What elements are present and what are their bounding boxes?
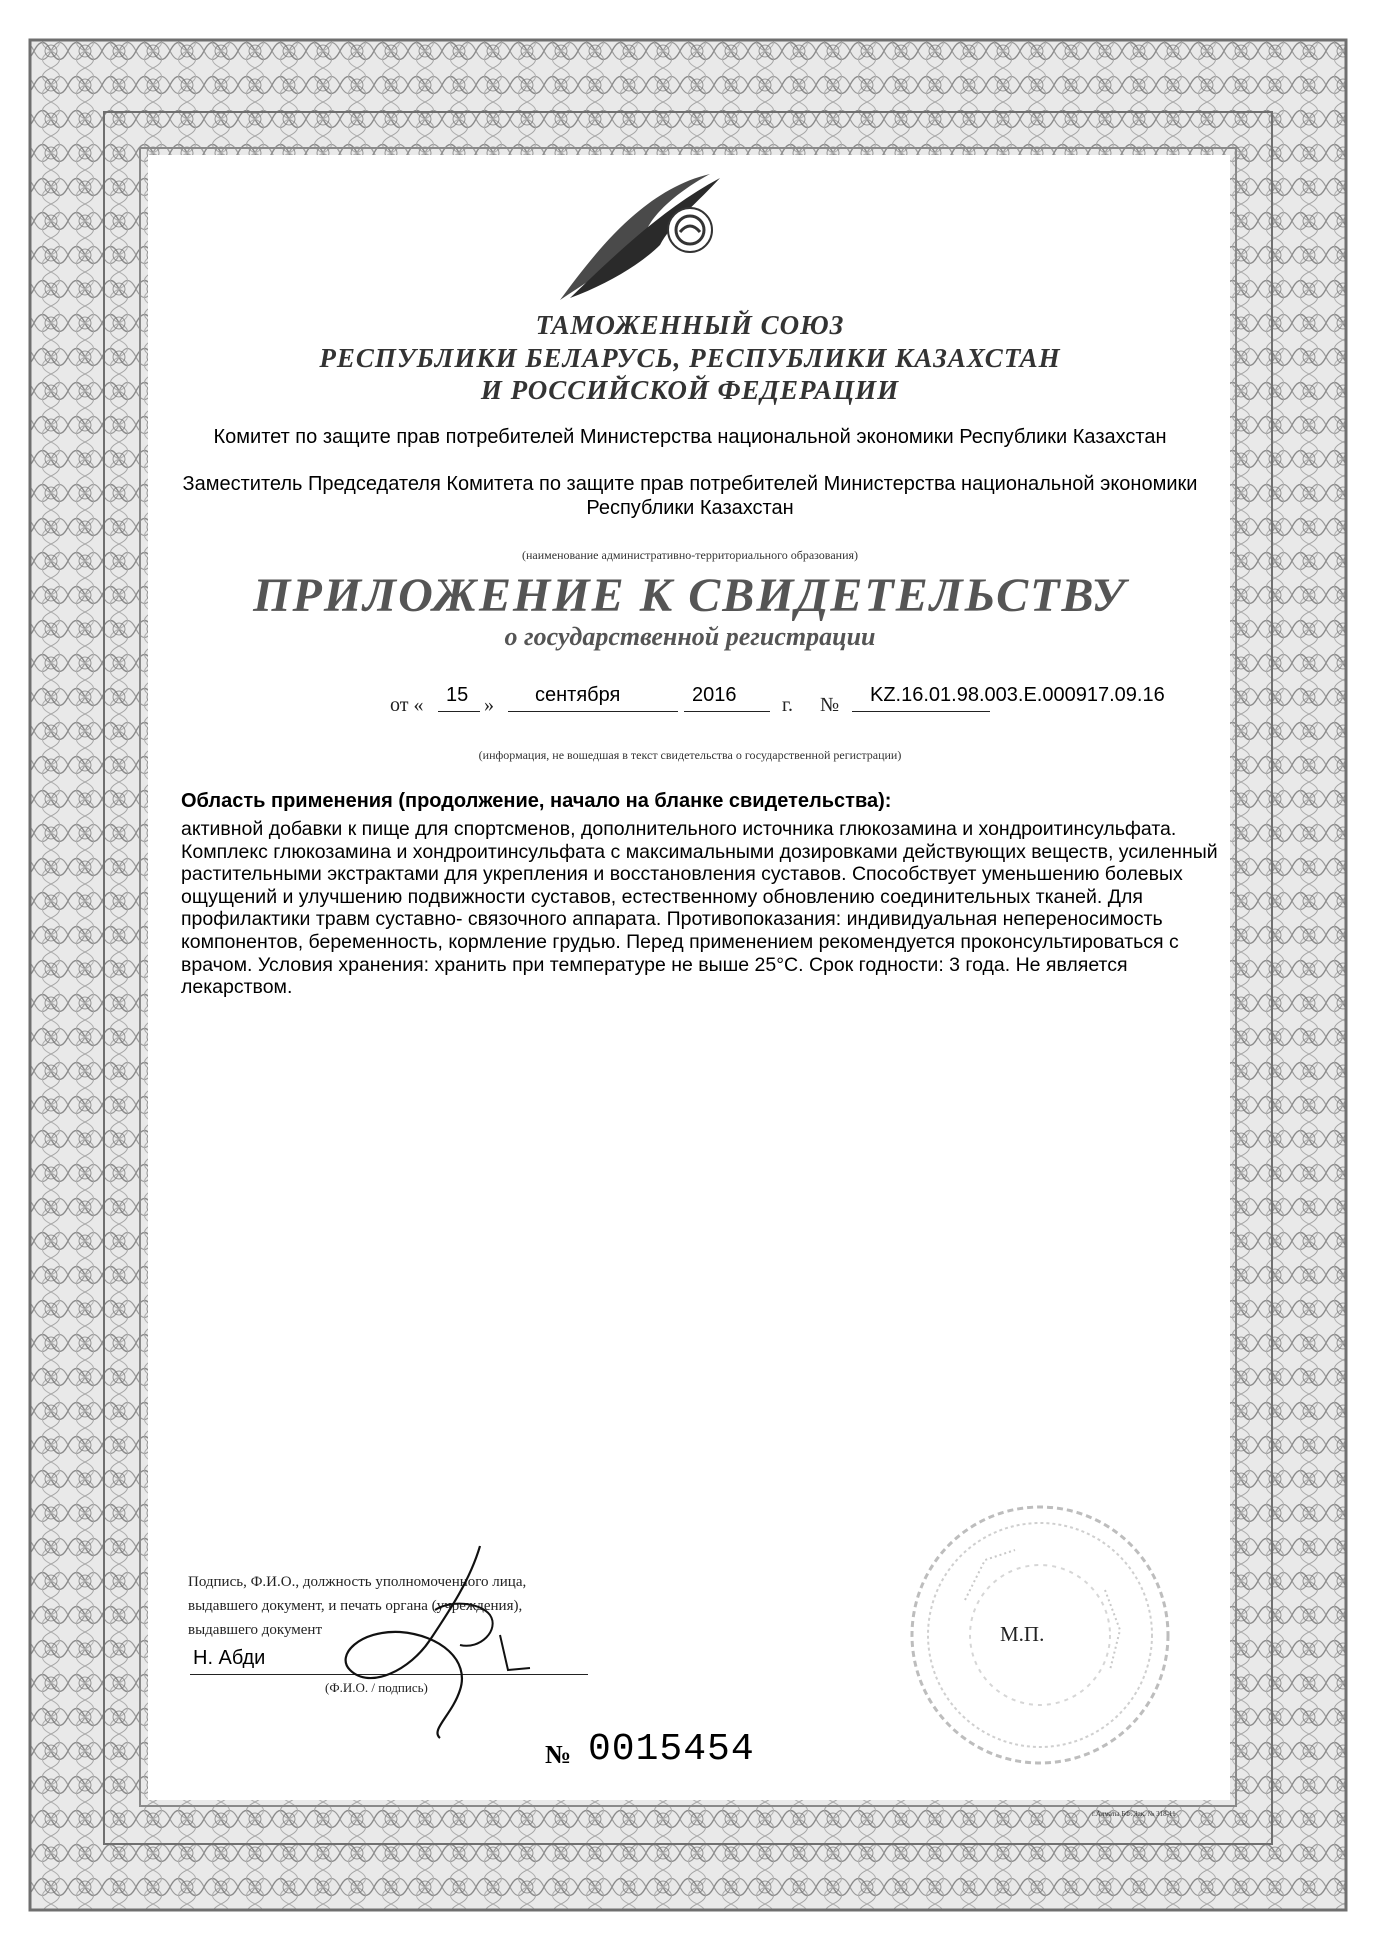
number-label: № — [820, 694, 840, 716]
committee-name: Комитет по защите прав потребителей Министерства национальной экономики Республики Казахстан — [213, 426, 1167, 448]
serial-label: № — [545, 1740, 572, 1769]
union-title-line2: РЕСПУБЛИКИ БЕЛАРУСЬ, РЕСПУБЛИКИ КАЗАХСТАН — [319, 343, 1061, 373]
from-label: от « — [390, 694, 424, 716]
close-quote: » — [484, 694, 494, 716]
deputy-chairman: Заместитель Председателя Комитета по защите прав потребителей Министерства национальной экономики Республики Казахстан — [182, 473, 1198, 519]
signatory-name: Н. Абди — [193, 1647, 266, 1669]
signature-caption-line1: Подпись, Ф.И.О., должность уполномоченного лица, — [188, 1574, 527, 1590]
reg-number: KZ.16.01.98.003.E.000917.09.16 — [870, 684, 1165, 706]
signature-caption-line3: выдавшего документ — [188, 1622, 323, 1638]
reg-year: 2016 — [692, 684, 737, 706]
union-title-line3: И РОССИЙСКОЙ ФЕДЕРАЦИИ — [480, 375, 900, 405]
scope-text: активной добавки к пище для спортсменов, дополнительного источника глюкозамина и хондроитинсульфата. Комплекс глюкозамина и хондроитинсульфата с максимальными дозировками действующих веществ, усиленный растительными экстрактами для укрепления и восстановления суставов. Способствует уменьшению болевых ощущений и улучшению подвижности суставов, естественному обновлению соединительных тканей. Для профилактики травм суставно- связочного аппарата. Противопоказания: индивидуальная непереносимость компонентов, беременность, кормление грудью. Перед применением рекомендуется проконсультироваться с врачом. Условия хранения: хранить при температуре не выше 25°С. Срок годности: 3 года. Не является лекарством. — [181, 818, 1218, 999]
handwritten-signature — [330, 1540, 570, 1740]
customs-union-emblem-icon — [550, 170, 750, 305]
page-subtitle: о государственной регистрации — [504, 622, 876, 651]
signature-caption-line2: выдавшего документ, и печать органа (учреждения), — [188, 1598, 523, 1614]
fio-caption: (Ф.И.О. / подпись) — [325, 1680, 428, 1695]
admin-caption: (наименование административно-территориального образования) — [521, 548, 859, 562]
reg-day: 15 — [446, 684, 469, 706]
reg-month: сентября — [535, 684, 621, 706]
serial-number: 0015454 — [588, 1728, 755, 1771]
union-title-line1: ТАМОЖЕННЫЙ СОЮЗ — [535, 310, 845, 340]
stamp-label: М.П. — [1000, 1622, 1045, 1646]
info-caption: (информация, не вошедшая в текст свидетельства о государственной регистрации) — [478, 748, 902, 762]
printer-mark: г.Алматы БФ. Зак. № 318-11 — [1092, 1810, 1176, 1818]
scope-heading: Область применения (продолжение, начало на бланке свидетельства): — [181, 790, 892, 812]
page-title: ПРИЛОЖЕНИЕ К СВИДЕТЕЛЬСТВУ — [253, 569, 1127, 622]
year-suffix: г. — [782, 694, 793, 716]
